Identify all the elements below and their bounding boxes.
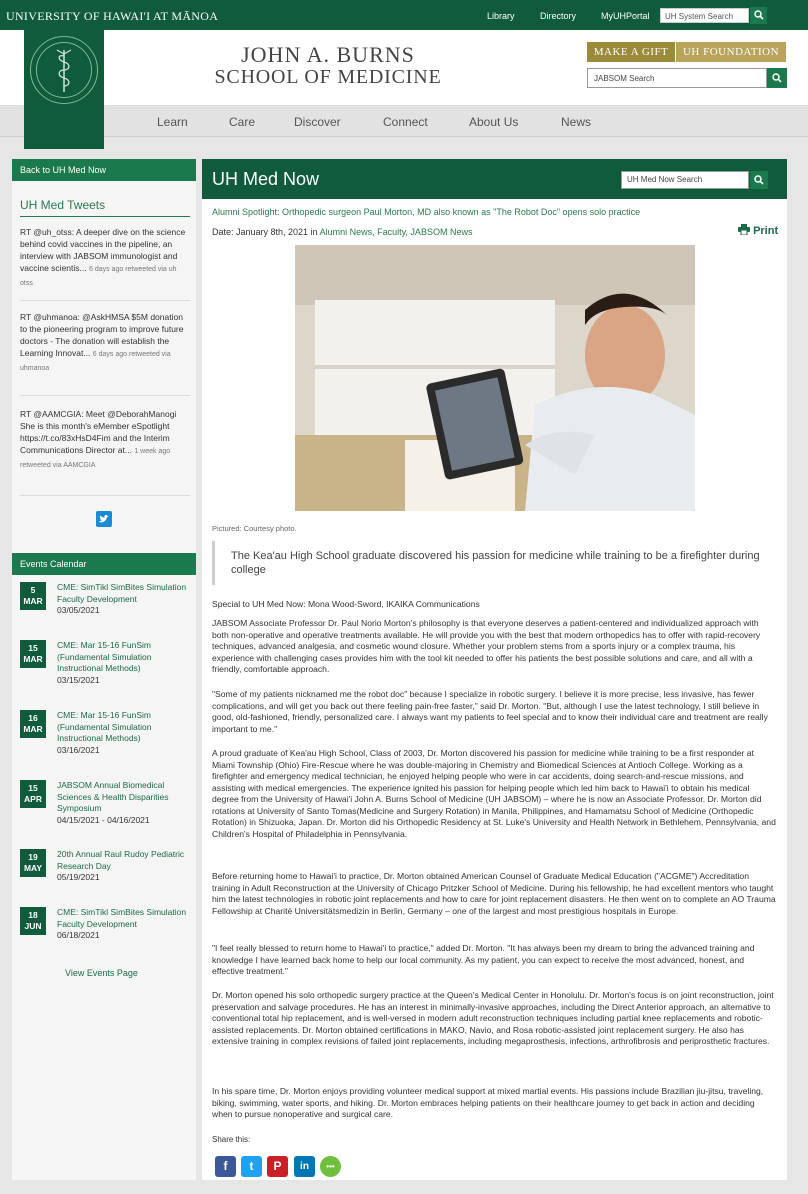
event-title-link[interactable]: 20th Annual Raul Rudoy Pediatric Research Day [57,849,185,871]
view-events-page-link[interactable]: View Events Page [65,968,138,978]
uh-system-search-button[interactable] [750,7,767,24]
nav-news[interactable]: News [561,115,592,129]
tweet-divider [20,495,190,496]
event-date: 05/19/2021 [57,872,100,882]
tweet-text[interactable]: RT @uhmanoa: @AskHMSA $5M donation to the pioneering program to improve future doctors - The donation will establish the Learning Innovat... [20,312,184,358]
caduceus-icon [56,48,72,94]
tweet-meta: 6 days ago retweeted via uhmanoa [20,351,171,372]
article-date: Date: January 8th, 2021 in [212,227,320,237]
facebook-share-icon[interactable]: f [215,1156,236,1177]
school-title-line1[interactable]: JOHN A. BURNS [241,42,415,67]
back-to-uh-med-now-link[interactable]: Back to UH Med Now [12,159,196,181]
event-title-link[interactable]: JABSOM Annual Biomedical Sciences & Health Disparities Symposium [57,780,169,813]
tweet-meta: 1 week ago retweeted via AAMCGIA [20,448,171,469]
uh-manoa-link[interactable]: UNIVERSITY OF HAWAI'I AT MĀNOA [6,9,219,23]
page-title: UH Med Now [212,169,320,189]
tweet-text[interactable]: RT @uh_otss: A deeper dive on the science behind covid vaccines in the pipeline, an interview with JABSOM immunologist and vaccine scientis... [20,227,186,273]
directory-link[interactable]: Directory [540,11,577,21]
linkedin-share-icon[interactable]: in [294,1156,315,1177]
jabsom-seal-logo[interactable] [24,28,104,149]
uh-med-now-search-input[interactable]: UH Med Now Search [621,171,749,189]
nav-about-us[interactable]: About Us [469,115,519,129]
event-date-badge: 18 JUN [20,907,46,935]
jabsom-search-input[interactable]: JABSOM Search [587,68,767,88]
photo-caption: Pictured: Courtesy photo. [212,524,297,533]
event-date-badge: 15 MAR [20,640,46,668]
event-date-badge: 5 MAR [20,582,46,610]
event-date: 06/18/2021 [57,930,100,940]
article-photo [295,245,695,511]
event-title-link[interactable]: CME: SimTikl SimBites Simulation Faculty Development [57,907,187,929]
search-icon [772,73,782,83]
article-paragraph: JABSOM Associate Professor Dr. Paul Norio Morton's philosophy is that everyone deserves a patient-centered and individualized approach with both non-operative and operative treatments available. He will provide you with the best that modern orthopedics has to offer with rapid-recovery techniques, advanced analgesia, and cosmetic wound closure. Whether your problem stems from a sports injury or a complex trauma, his experience with challenging cases provides him with the tool kit needed to offer his patients the best possible solutions and care, and all with a friendly, comfortable approach. [212,618,761,674]
share-label: Share this: [212,1135,251,1144]
tweet-item[interactable] [20,311,190,375]
myuhportal-link[interactable]: MyUHPortal [601,11,650,21]
article-paragraph: Before returning home to Hawai'i to practice, Dr. Morton obtained American Counsel of Graduate Medical Education ("ACGME") Accreditation training in Adult Reconstruction at the University of Chicago Pritzker School of Medicine. During his fellowship, he had excellent mentors who taught him the latest technologies in robotic joint replacements and how to care for joint replacement disasters. He then went on to complete an AO Trauma Fellowship at Charité Universitätsmedizin in Berlin, Germany – one of the largest and most prestigious hospitals in Europe. [212,871,776,916]
events-calendar-heading: Events Calendar [12,553,196,575]
tweet-meta: 6 days ago retweeted via uh otss [20,266,177,287]
article-byline: Special to UH Med Now: Mona Wood-Sword, IKAIKA Communications [212,599,480,609]
event-date: 03/05/2021 [57,605,100,615]
article-paragraph: "Some of my patients nicknamed me the robot doc" because I specialize in robotic surgery. I believe it is more precise, less invasive, has fewer complications, and will get you back out there feeling pain-free faster," said Dr. Morton. "But, although I use the latest technology, I still believe in good, old-fashioned, friendly, personalized care. I always want my patients to feel special and to know their individual care and treatment are really important to me." [212,689,768,734]
article-categories[interactable]: Alumni News, Faculty, JABSOM News [319,227,473,237]
event-title-link[interactable]: CME: Mar 15-16 FunSim (Fundamental Simulation Instructional Methods) [57,640,152,673]
twitter-icon[interactable] [96,511,112,527]
print-button[interactable] [738,224,778,237]
event-date: 04/15/2021 - 04/16/2021 [57,814,150,825]
tweet-item[interactable] [20,408,190,472]
article-paragraph: A proud graduate of Kea'au High School, Class of 2003, Dr. Morton discovered his passion for medicine while training to be a first responder at Miami Township (Ohio) Fire-Rescue where he was double-majoring in Chemistry and Biomedical Sciences at Antioch College. Working as a firefighter and emergency medical technician, he enjoyed helping people who were in car accidents, doing search-and-rescue missions, and assisting with medical emergencies. The experience ignited his passion for helping people which led him back to Hawai'i to obtain his medical degree from the University of Hawai'i John A. Burns School of Medicine (UH JABSOM) – where he is now an Associate Professor. Dr. Morton did rotations at University of Santo Tomas(Medicine and Surgery Rotation) in Manila, Philippines, and Hamamatsu School of Medicine (Orthopedic Rotation) in Shizuoka, Japan. Dr. Morton did his Orthopedic Residency at St. Luke's University and Health Network in Bethlehem, Pennsylvania, and Children's Hospital of Philadelphia in Pennsylvania. [212,748,776,839]
event-title-link[interactable]: CME: Mar 15-16 FunSim (Fundamental Simulation Instructional Methods) [57,710,152,743]
event-date: 03/15/2021 [57,674,100,685]
nav-discover[interactable]: Discover [294,115,341,129]
tweet-text[interactable]: RT @AAMCGIA: Meet @DeborahManogi She is this month's eMember eSpotlight https://t.co/83xHsD4Fim and the Interim Communications Director at... [20,409,177,455]
pull-quote: The Kea'au High School graduate discovered his passion for medicine while training to be a firefighter during college [212,541,774,585]
article-paragraph: "I feel really blessed to return home to Hawai'i to practice," added Dr. Morton. "It has always been my dream to bring the advanced training and knowledge I have learned back home to help our local community. As my patient, you can expect to receive the most advanced, honest, and effective treatment." [212,943,755,976]
search-icon [754,10,764,20]
jabsom-search-button[interactable] [767,68,787,88]
tweet-divider [20,300,190,301]
event-date-badge: 16 MAR [20,710,46,738]
article-paragraph: Dr. Morton opened his solo orthopedic surgery practice at the Queen's Medical Center in Honolulu. Dr. Morton's focus is on joint reconstruction, joint preservation and salvage procedures. He has an interest in minimally-invasive approaches, including the Direct Anterior approach, an alternative to conventional total hip replacement, and is well-versed in modern adult reconstruction techniques including partial knee replacements and robotic-assisted replacements. Dr. Morton obtained certifications in MAKO, Navio, and Rosa robotic-assisted joint replacement surgery. He also has extensive training in complex revisions of failed joint replacements, including megaprosthesis, infections, arthrofibrosis and periprosthetic fractures. [212,990,774,1046]
pinterest-share-icon[interactable]: P [267,1156,288,1177]
library-link[interactable]: Library [487,11,515,21]
line-share-icon[interactable]: ••• [320,1156,341,1177]
event-title-link[interactable]: CME: SimTikl SimBites Simulation Faculty Development [57,582,187,604]
uh-foundation-button[interactable]: UH FOUNDATION [676,42,786,62]
top-bar [0,0,808,30]
article-dateline [212,227,472,237]
article-paragraph: In his spare time, Dr. Morton enjoys providing volunteer medical support at mixed martial events. His passions include Brazilian jiu-jitsu, traveling, biking, swimming, water sports, and hiking. Dr. Morton embraces helping patients on their healthcare journey to get back in action and deciding when to pursue nonoperative and surgical care. [212,1086,764,1119]
left-sidebar [12,159,196,1180]
event-date-badge: 15 APR [20,780,46,808]
nav-learn[interactable]: Learn [157,115,188,129]
main-nav [0,105,808,137]
school-title-line2[interactable]: SCHOOL OF MEDICINE [214,66,442,88]
nav-care[interactable]: Care [229,115,256,129]
printer-icon [738,224,750,235]
make-a-gift-button[interactable]: MAKE A GIFT [587,42,675,62]
twitter-share-icon[interactable]: t [241,1156,262,1177]
tweets-heading: UH Med Tweets [20,198,190,217]
tweet-divider [20,395,190,396]
nav-connect[interactable]: Connect [383,115,428,129]
event-date-badge: 19 MAY [20,849,46,877]
event-date: 03/16/2021 [57,744,100,755]
main-content [202,159,787,1180]
print-label: Print [753,225,779,237]
search-icon [754,175,764,185]
uh-med-now-search-button[interactable] [750,171,768,189]
tweet-item[interactable] [20,226,190,290]
uh-system-search-input[interactable]: UH System Search [660,8,749,23]
article-headline[interactable]: Alumni Spotlight: Orthopedic surgeon Paul Morton, MD also known as "The Robot Doc" opens solo practice [212,207,641,217]
main-header [202,159,787,199]
